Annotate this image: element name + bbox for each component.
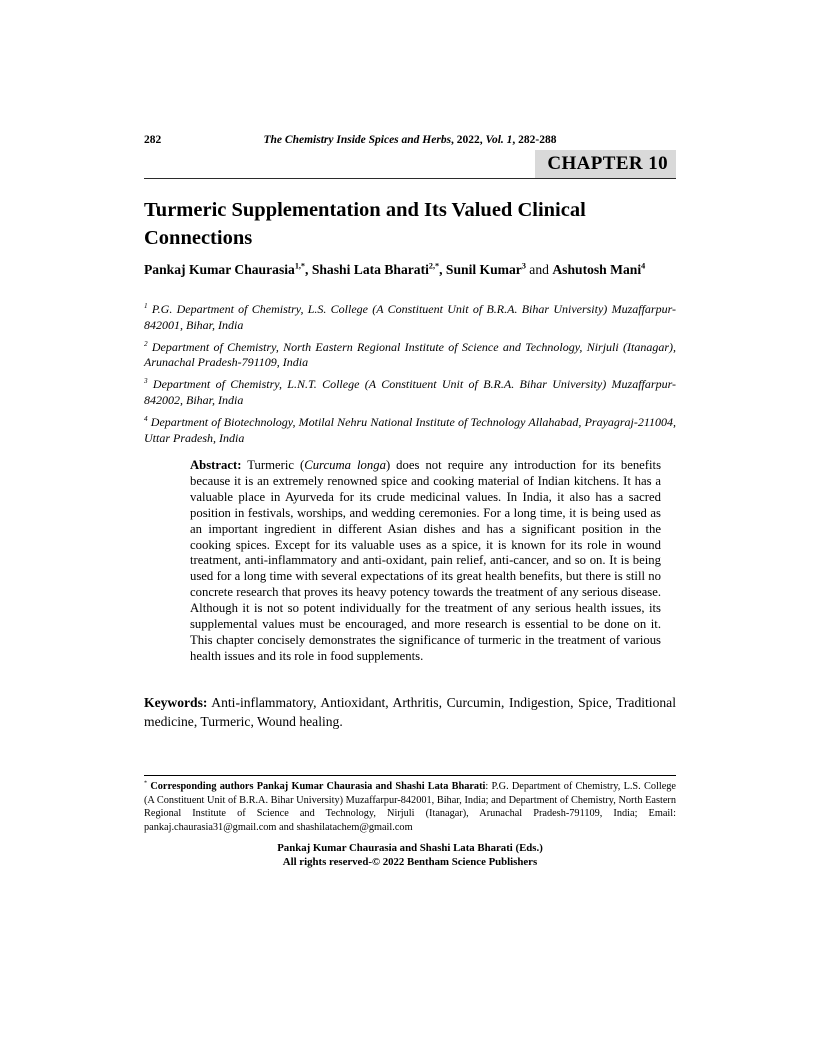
affiliation-3-text: Department of Chemistry, L.N.T. College (A Constituent Unit of B.R.A. Bihar University) Muzaffarpur-842002, Bihar, India bbox=[144, 377, 676, 407]
author-1-superscript: 1,* bbox=[294, 261, 306, 271]
affiliation-4-marker: 4 bbox=[144, 415, 148, 424]
footnote-text: : P.G. Department of Chemistry, L.S. College (A Constituent Unit of B.R.A. Bihar University) Muzaffarpur-842001, Bihar, India; and Department of Chemistry, North Eastern Regional Institute of Science and Technology, Nirjuli (Itanagar), Arunachal Pradesh-791109, India; Email: pankaj.chaurasia31@gmail.com and shashilatachem@gmail.com bbox=[144, 781, 676, 833]
footnote-marker: * bbox=[144, 779, 148, 787]
abstract-pre: Turmeric ( bbox=[241, 458, 305, 472]
author-4-superscript: 4 bbox=[641, 261, 646, 271]
running-sep1: , bbox=[451, 134, 457, 146]
author-3-superscript: 3 bbox=[521, 261, 526, 271]
affiliations bbox=[144, 302, 676, 453]
footnote-authors: Corresponding authors Pankaj Kumar Chaurasia and Shashi Lata Bharati bbox=[147, 781, 486, 792]
author-line bbox=[144, 260, 676, 280]
keywords-label: Keywords: bbox=[144, 695, 208, 710]
author-1: Pankaj Kumar Chaurasia bbox=[144, 262, 295, 277]
affiliation-4 bbox=[144, 415, 676, 446]
author-separator-1: , bbox=[305, 262, 312, 277]
editors-line: Pankaj Kumar Chaurasia and Shashi Lata Bharati (Eds.) bbox=[277, 842, 543, 854]
keywords-text: Anti-inflammatory, Antioxidant, Arthritis, Curcumin, Indigestion, Spice, Traditional medicine, Turmeric, Wound healing. bbox=[144, 695, 676, 729]
affiliation-1-marker: 1 bbox=[144, 302, 148, 310]
keywords bbox=[144, 694, 676, 731]
affiliation-2-text: Department of Chemistry, North Eastern Regional Institute of Science and Technology, Nirjuli (Itanagar), Arunachal Pradesh-791109, India bbox=[144, 339, 676, 370]
page-number: 282 bbox=[144, 134, 162, 146]
copyright-credits bbox=[144, 842, 676, 869]
affiliation-4-text: Department of Biotechnology, Motilal Nehru National Institute of Technology Allahabad, Prayagraj-211004, Uttar Pradesh, India bbox=[144, 415, 676, 445]
chapter-rule bbox=[144, 150, 676, 179]
rights-line: All rights reserved-© 2022 Bentham Science Publishers bbox=[282, 855, 538, 868]
author-2-superscript: 2,* bbox=[428, 261, 440, 271]
author-3: Sunil Kumar bbox=[445, 262, 522, 277]
running-header bbox=[144, 134, 676, 146]
running-sep2: , bbox=[479, 134, 486, 146]
running-title bbox=[144, 134, 676, 146]
author-separator-2: , bbox=[439, 262, 446, 277]
running-volume: Vol. 1 bbox=[485, 134, 513, 146]
author-2: Shashi Lata Bharati bbox=[311, 262, 429, 277]
affiliation-1 bbox=[144, 302, 676, 333]
running-year: 2022 bbox=[456, 134, 480, 146]
affiliation-3 bbox=[144, 377, 676, 408]
abstract-label: Abstract: bbox=[190, 458, 242, 472]
affiliation-1-text: P.G. Department of Chemistry, L.S. College (A Constituent Unit of B.R.A. Bihar University) Muzaffarpur-842001, Bihar, India bbox=[144, 302, 676, 332]
journal-title: The Chemistry Inside Spices and Herbs bbox=[263, 134, 452, 146]
abstract-body: ) does not require any introduction for its benefits because it is an extremely renowned spice and cooking material of Indian kitchens. It has a valuable place in Ayurveda for its crude medicinal values. In India, it also has a sacred position in festivals, worships, and wedding ceremonies. For a long time, it is being used as an important ingredient in different Asian dishes and has a significant position in the cooking spices. Except for its valuable uses as a spice, it is known for its role in wound treatment, anti-inflammatory and anti-oxidant, pain relief, anti-cancer, and so on. It is being used for a long time with several expectations of its great health benefits, but there is still no concrete research that proves its heavy potency towards the treatment of any serious disease. Although it is not so potent individually for the treatment of any serious health issues, its supplemental values must be encouraged, and more research is essential to be done on it. This chapter concisely demonstrates the significance of turmeric in the treatment of various health issues and its role in food supplements. bbox=[190, 458, 662, 663]
author-conjunction: and bbox=[525, 262, 553, 277]
running-pages: , 282-288 bbox=[512, 134, 557, 146]
affiliation-2 bbox=[144, 340, 676, 371]
chapter-badge: CHAPTER 10 bbox=[535, 150, 676, 178]
corresponding-author-footnote bbox=[144, 775, 676, 834]
chapter-title: Turmeric Supplementation and Its Valued Clinical Connections bbox=[144, 199, 586, 249]
affiliation-3-marker: 3 bbox=[144, 377, 148, 386]
author-4: Ashutosh Mani bbox=[552, 262, 642, 277]
abstract bbox=[190, 458, 661, 665]
abstract-species-name: Curcuma longa bbox=[304, 458, 386, 472]
affiliation-2-marker: 2 bbox=[144, 339, 148, 348]
